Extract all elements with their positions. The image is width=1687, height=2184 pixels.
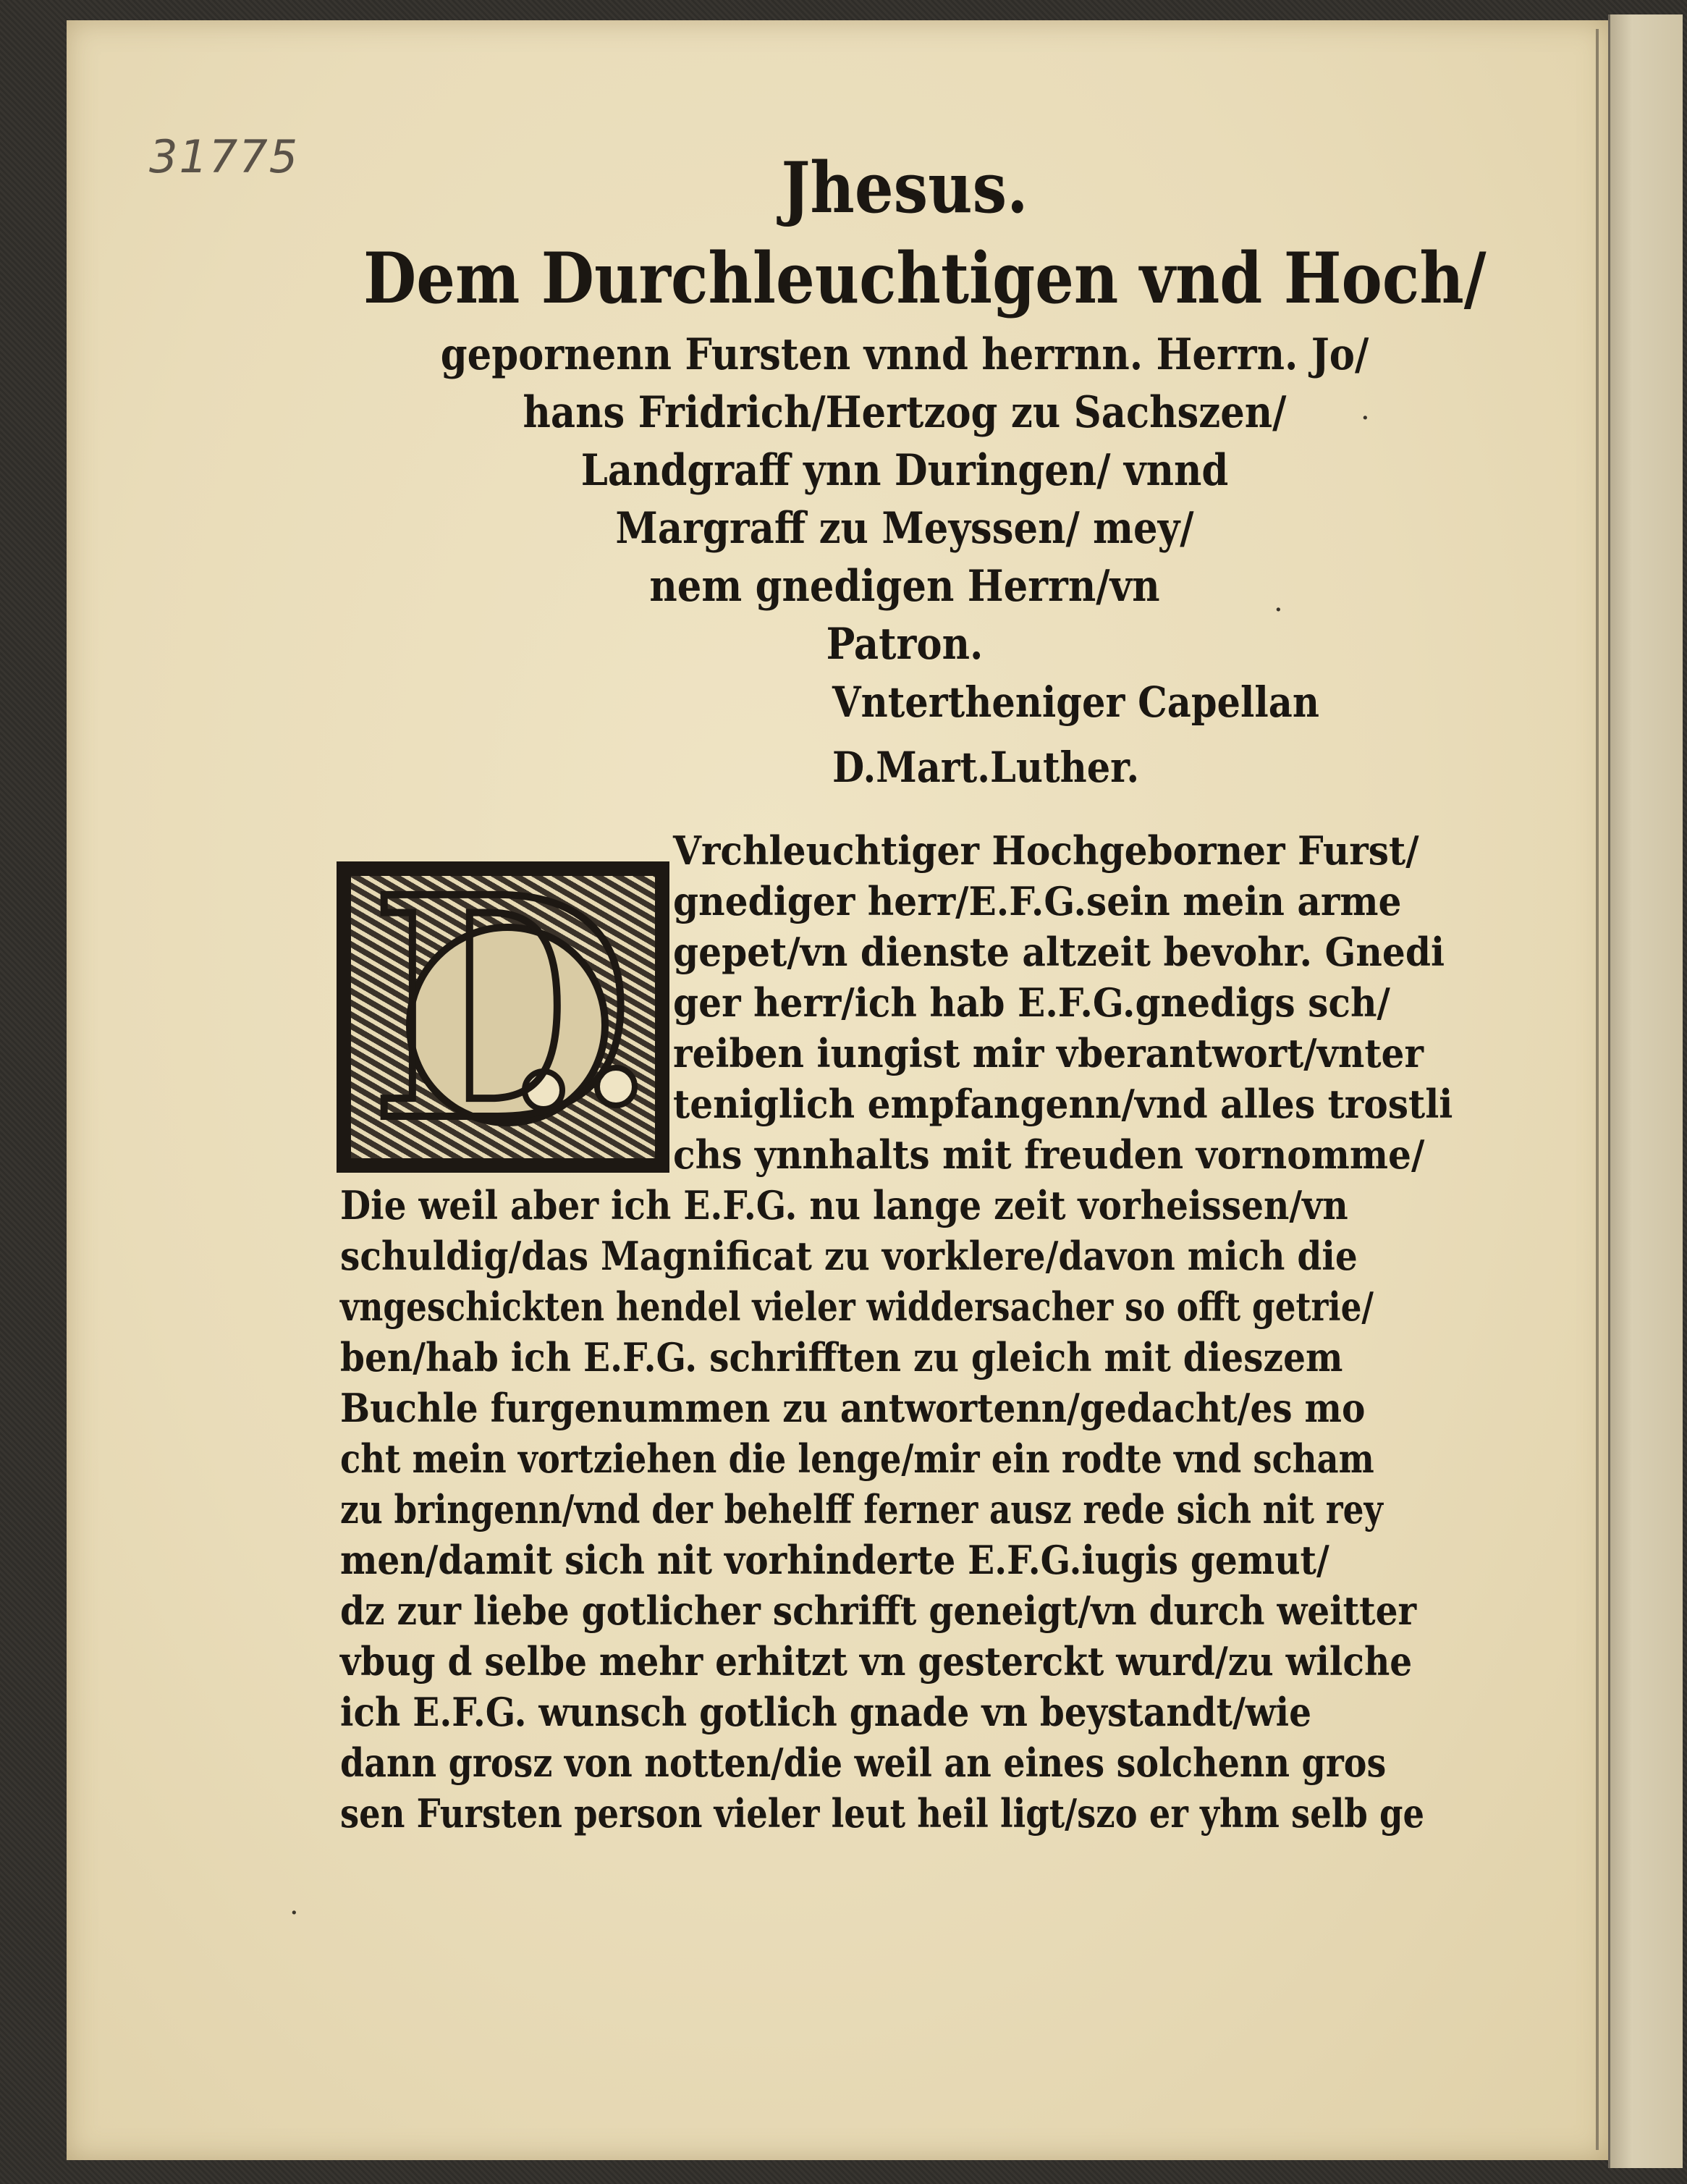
text-line: ger herr/ich hab E.F.G.gnedigs sch/ <box>673 979 1390 1026</box>
text-line: schuldig/das Magnificat zu vorklere/davon mich die <box>340 1233 1358 1279</box>
ink-speck: · <box>289 1897 299 1930</box>
text-line: ben/hab ich E.F.G. schrifften zu gleich mit dieszem <box>340 1334 1343 1380</box>
dedication-line: Margraff zu Meyssen/ mey/ <box>615 503 1194 554</box>
text-line: men/damit sich nit vorhinderte E.F.G.iugis gemut/ <box>340 1537 1329 1583</box>
title-heading: Jhesus. <box>781 147 1028 229</box>
facing-page-edge <box>1608 14 1683 2168</box>
dedication-line: nem gnedigen Herrn/vn <box>649 561 1160 612</box>
decorated-initial <box>337 832 669 1189</box>
text-line: zu bringenn/vnd der behelff ferner ausz rede sich nit rey <box>340 1486 1383 1532</box>
text-line: Die weil aber ich E.F.G. nu lange zeit vorheissen/vn <box>340 1182 1348 1228</box>
text-line: gepet/vn dienste altzeit bevohr. Gnedi <box>673 929 1445 975</box>
text-line: cht mein vortziehen die lenge/mir ein rodte vnd scham <box>340 1435 1374 1482</box>
text-line: teniglich empfangenn/vnd alles trostli <box>673 1081 1453 1127</box>
text-line: dz zur liebe gotlicher schrifft geneigt/vn durch weitter <box>340 1588 1417 1634</box>
dedication-line: hans Fridrich/Hertzog zu Sachszen/ <box>523 387 1287 438</box>
dedication-line: gepornenn Fursten vnnd herrnn. Herrn. Jo/ <box>440 329 1369 380</box>
dedication-line: Patron. <box>826 619 984 670</box>
text-line: vbug d selbe mehr erhitzt vn gesterckt wurd/zu wilche <box>340 1638 1413 1685</box>
handwritten-shelfmark: 31775 <box>149 130 300 183</box>
title-block <box>289 145 1520 673</box>
signature-line: D.Mart.Luther. <box>832 743 1140 792</box>
text-line: gnediger herr/E.F.G.sein mein arme <box>673 878 1402 924</box>
text-line: chs ynnhalts mit freuden vornomme/ <box>673 1131 1425 1178</box>
text-line: vngeschickten hendel vieler widdersacher so offt getrie/ <box>340 1283 1374 1330</box>
text-line: sen Fursten person vieler leut heil ligt/szo er yhm selb ge <box>340 1790 1425 1837</box>
page-gutter <box>1596 29 1599 2150</box>
text-line: Buchle furgenummen zu antwortenn/gedacht/es mo <box>340 1385 1366 1431</box>
ink-speck: · <box>1274 594 1283 627</box>
signature-line: Vntertheniger Capellan <box>832 678 1319 727</box>
signature-block <box>832 670 1411 800</box>
title-subheading: Dem Durchleuchtigen vnd Hoch/ <box>363 237 1487 319</box>
text-line: dann grosz von notten/die weil an eines solchenn gros <box>340 1740 1387 1786</box>
dedication-line: Landgraff ynn Duringen/ vnnd <box>580 445 1229 496</box>
text-line: Vrchleuchtiger Hochgeborner Furst/ <box>673 827 1419 874</box>
initial-letter: D <box>370 832 634 1189</box>
ink-speck: · <box>1361 402 1370 435</box>
text-line: ich E.F.G. wunsch gotlich gnade vn beystandt/wie <box>340 1689 1312 1735</box>
text-line: reiben iungist mir vberantwort/vnter <box>673 1030 1424 1076</box>
